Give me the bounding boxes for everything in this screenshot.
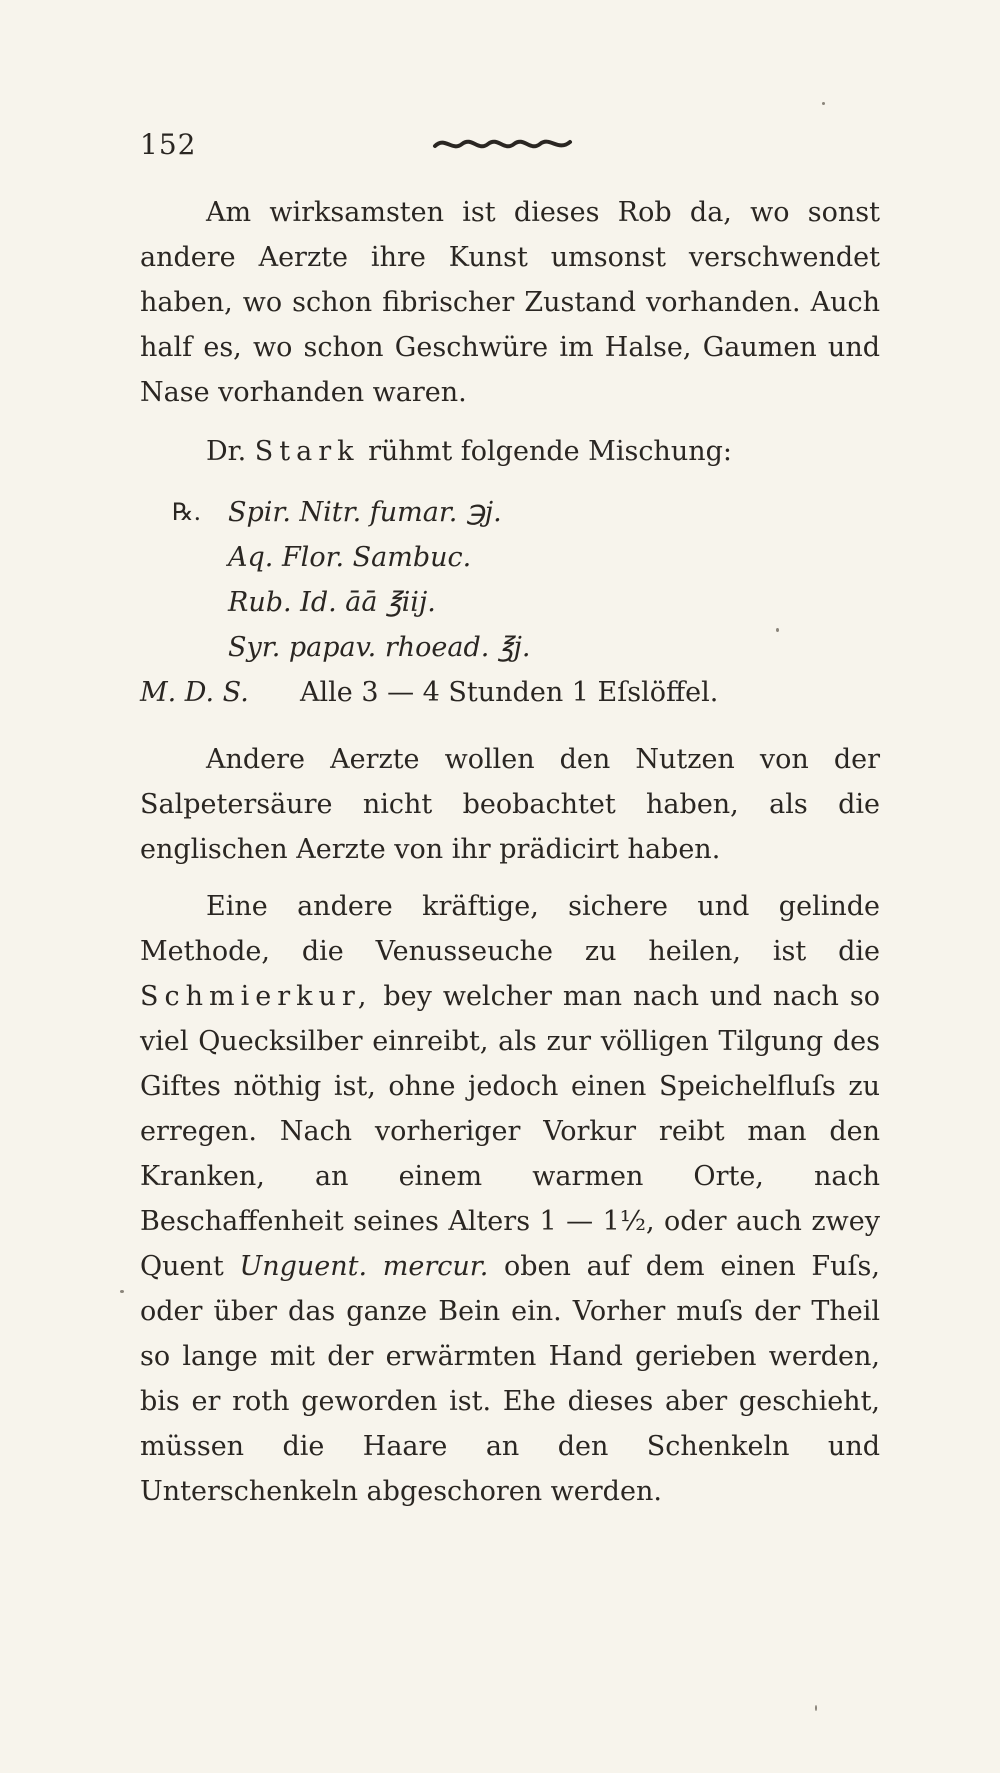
doctor-name: Stark [254,436,360,467]
paragraph-4-text-a: Eine andere kräftige, sichere und gelinde Methode, die Venusseuche zu heilen, ist die [140,891,880,967]
prescription-line [140,625,880,670]
prescription-ingredient: Syr. papav. rhoead. ℥j. [228,632,531,663]
paragraph-4-text-c: oben auf dem einen Fuſs, oder über das ganze Bein ein. Vorher muſs der Theil so lange mit der erwärmten Hand gerieben werden, bis er roth geworden ist. Ehe dieses aber geschieht, müssen die Haare an den Schenkeln und Unterschenkeln abgeschoren werden. [140,1251,880,1507]
prescription-ingredient: Rub. Id. āā ℥iij. [228,587,436,618]
signature-abbreviation: M. D. S. [140,677,249,708]
scan-speck [120,1290,124,1293]
scan-speck [815,1705,817,1711]
paragraph-2-text: rühmt folgende Mischung: [368,436,732,467]
prescription-ingredient: Aq. Flor. Sambuc. [228,542,472,573]
recipe-symbol: ℞. [172,498,202,526]
paragraph-4-text-b: bey welcher man nach und nach so viel Quecksilber einreibt, als zur völligen Tilgung des Giftes nöthig ist, ohne jedoch einen Speichelfluſs zu erregen. Nach vorheriger Vorkur reibt man den Kranken, an einem warmen Orte, nach Beschaffenheit seines Alters 1 — 1½, oder auch zwey Quent [140,981,880,1282]
signature-instructions: Alle 3 — 4 Stunden 1 Eſslöffel. [300,677,719,708]
paragraph-2 [140,429,880,474]
paragraph-3: Andere Aerzte wollen den Nutzen von der Salpetersäure nicht beobachtet haben, als die englischen Aerzte von ihr prädicirt haben. [140,744,880,865]
prescription-line [140,490,880,535]
prescription-line [140,535,880,580]
prescription-ingredient: Spir. Nitr. fumar. ℈j. [228,497,502,528]
header-ornament-icon [430,132,580,156]
paragraph-4 [140,884,880,1514]
prescription-signature [140,670,880,715]
scan-speck [776,628,779,632]
doctor-title: Dr. [206,436,247,467]
term-schmierkur: Schmierkur, [140,981,373,1012]
prescription-line [140,580,880,625]
scan-speck [822,102,825,105]
prescription [140,490,880,715]
paragraph-1: Am wirksamsten ist dieses Rob da, wo sonst andere Aerzte ihre Kunst umsonst verschwendet haben, wo schon fibrischer Zustand vorhanden. Auch half es, wo schon Geschwüre im Halse, Gaumen und Nase vorhanden waren. [140,197,880,408]
page-header [140,128,880,168]
page-body [140,190,880,1514]
page-number: 152 [140,128,197,161]
ointment-name: Unguent. mercur. [239,1251,489,1282]
